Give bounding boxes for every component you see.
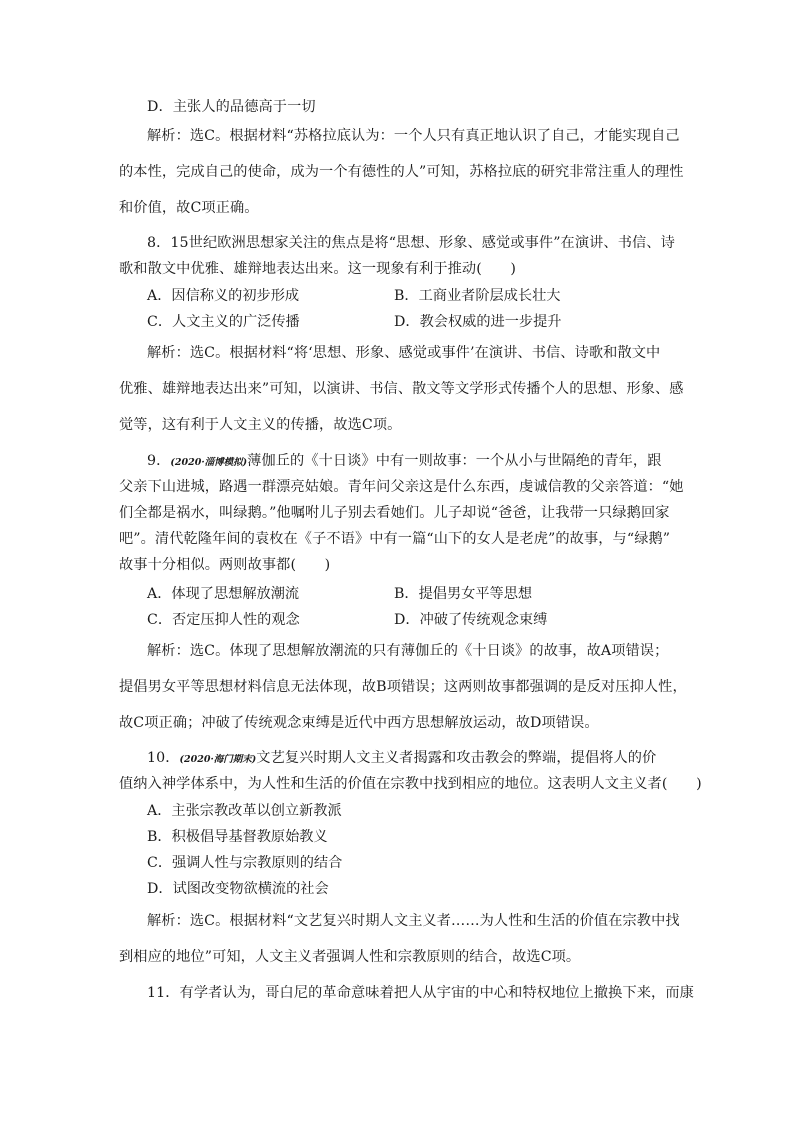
q8-analysis-line-3: 觉等，这有利于人文主义的传播，故选C项。: [119, 417, 402, 433]
q8-option-b: B．工商业者阶层成长壮大: [394, 288, 561, 304]
q7-analysis-line-1: 解析：选C。根据材料“苏格拉底认为：一个人只有真正地认识了自己，才能实现自己: [147, 128, 680, 144]
q7-analysis-line-2: 的本性，完成自己的使命，成为一个有德性的人”可知，苏格拉底的研究非常注重人的理性: [119, 164, 684, 180]
q9-option-d: D．冲破了传统观念束缚: [394, 612, 548, 628]
q8-option-d: D．教会权威的进一步提升: [394, 314, 562, 330]
q10-stem-text: 文艺复兴时期人文主义者揭露和攻击教会的弊端，提倡将人的价: [256, 750, 657, 766]
q9-analysis-line-2: 提倡男女平等思想材料信息无法体现，故B项错误；这两则故事都强调的是反对压抑人性，: [119, 679, 687, 695]
q9-stem-text: 薄伽丘的《十日谈》中有一则故事：一个从小与世隔绝的青年，跟: [247, 453, 662, 469]
q9-stem-line-2: 父亲下山进城，路遇一群漂亮姑娘。青年问父亲这是什么东西，虔诚信教的父亲答道：“她: [119, 479, 684, 495]
q8-stem-line-2: 歌和散文中优雅、雄辩地表达出来。这一现象有利于推动( ): [119, 261, 517, 277]
q10-option-d: D．试图改变物欲横流的社会: [147, 881, 329, 897]
q8-analysis-line-2: 优雅、雄辩地表达出来”可知，以演讲、书信、散文等文学形式传播个人的思想、形象、感: [119, 381, 684, 397]
q9-stem-line-3: 们全都是祸水，叫绿鹅。”他嘱咐儿子别去看她们。儿子却说“爸爸，让我带一只绿鹅回家: [119, 505, 670, 521]
q10-option-b: B．积极倡导基督教原始教义: [147, 829, 328, 845]
q8-option-a: A．因信称义的初步形成: [147, 288, 300, 304]
q8-option-c: C．人文主义的广泛传播: [147, 314, 300, 330]
q8-analysis-line-1: 解析：选C。根据材料“将‘思想、形象、感觉或事件’在演讲、书信、诗歌和散文中: [147, 345, 661, 361]
q7-analysis-line-3: 和价值，故C项正确。: [119, 200, 259, 216]
q9-option-a: A．体现了思想解放潮流: [147, 586, 300, 602]
q10-stem-line-2: 值纳入神学体系中，为人性和生活的价值在宗教中找到相应的地位。这表明人文主义者( ): [119, 776, 702, 792]
q9-stem-line-4: 吧”。清代乾隆年间的袁枚在《子不语》中有一篇“山下的女人是老虎”的故事，与“绿鹅”: [119, 531, 671, 547]
q9-stem-line-1: [147, 451, 662, 473]
q10-source: (2020·海门期末): [179, 754, 257, 765]
q9-option-c: C．否定压抑人性的观念: [147, 612, 300, 628]
q10-number: 10．: [147, 750, 180, 766]
q9-analysis-line-3: 故C项正确；冲破了传统观念束缚是近代中西方思想解放运动，故D项错误。: [119, 715, 599, 731]
q9-option-b: B．提倡男女平等思想: [394, 586, 533, 602]
q10-analysis-line-2: 到相应的地位”可知，人文主义者强调人性和宗教原则的结合，故选C项。: [119, 949, 581, 965]
q8-stem-line-1: 8．15世纪欧洲思想家关注的焦点是将“思想、形象、感觉或事件”在演讲、书信、诗: [147, 235, 675, 251]
q7-option-d: D．主张人的品德高于一切: [147, 99, 316, 115]
q10-option-c: C．强调人性与宗教原则的结合: [147, 855, 343, 871]
q10-stem-line-1: [147, 748, 656, 770]
q11-stem-line-1: 11．有学者认为，哥白尼的革命意味着把人从宇宙的中心和特权地位上撤换下来，而康: [147, 985, 694, 1001]
q9-source: (2020·淄博模拟): [170, 457, 248, 468]
q9-stem-line-5: 故事十分相似。两则故事都( ): [119, 557, 331, 573]
q10-analysis-line-1: 解析：选C。根据材料“文艺复兴时期人文主义者……为人性和生活的价值在宗教中找: [147, 913, 680, 929]
q9-analysis-line-1: 解析：选C。体现了思想解放潮流的只有薄伽丘的《十日谈》的故事，故A项错误；: [147, 643, 669, 659]
q9-number: 9．: [147, 453, 171, 469]
q10-option-a: A．主张宗教改革以创立新教派: [147, 803, 342, 819]
